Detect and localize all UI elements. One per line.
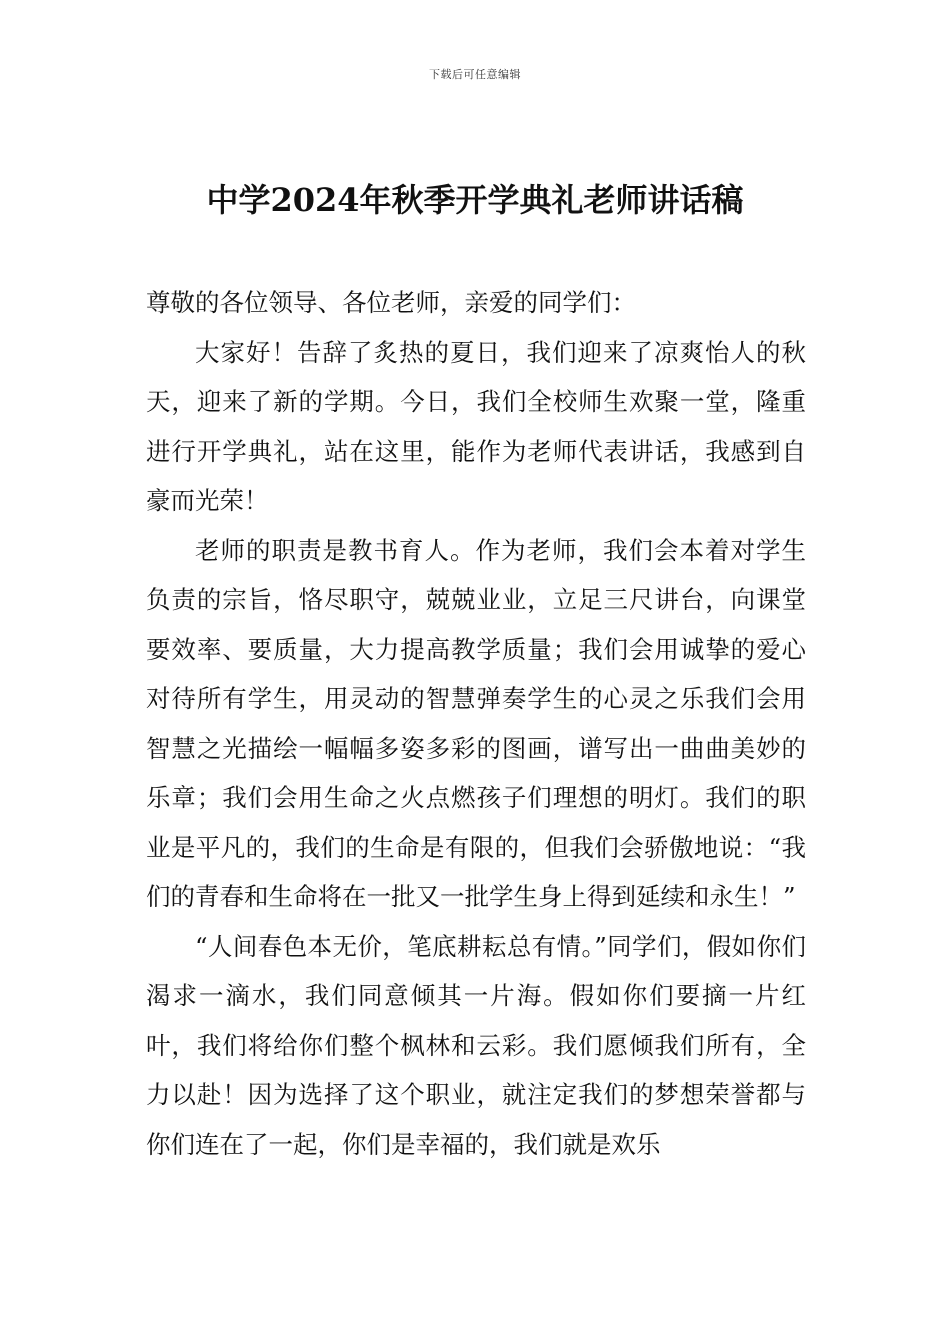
document-body bbox=[146, 278, 806, 1169]
header-note: 下载后可任意编辑 bbox=[429, 68, 521, 81]
paragraph-3: “人间春色本无价，笔底耕耘总有情。”同学们，假如你们渴求一滴水，我们同意倾其一片海。假如你们要摘一片红叶，我们将给你们整个枫林和云彩。我们愿倾我们所有，全力以赴！因为选择了这个职业，就注定我们的梦想荣誉都与你们连在了一起，你们是幸福的，我们就是欢乐 bbox=[146, 931, 806, 1159]
document-title: 中学2024年秋季开学典礼老师讲话稿 bbox=[206, 181, 744, 219]
paragraph-2: 老师的职责是教书育人。作为老师，我们会本着对学生负责的宗旨，恪尽职守，兢兢业业，立足三尺讲台，向课堂要效率、要质量，大力提高教学质量；我们会用诚挚的爱心对待所有学生，用灵动的智慧弹奏学生的心灵之乐我们会用智慧之光描绘一幅幅多姿多彩的图画，谱写出一曲曲美妙的乐章；我们会用生命之火点燃孩子们理想的明灯。我们的职业是平凡的，我们的生命是有限的，但我们会骄傲地说：“我们的青春和生命将在一批又一批学生身上得到延续和永生！” bbox=[146, 535, 806, 911]
paragraph-1: 大家好！告辞了炙热的夏日，我们迎来了凉爽怡人的秋天，迎来了新的学期。今日，我们全校师生欢聚一堂，隆重进行开学典礼，站在这里，能作为老师代表讲话，我感到自豪而光荣！ bbox=[146, 337, 806, 515]
salutation: 尊敬的各位领导、各位老师，亲爱的同学们： bbox=[146, 288, 636, 317]
